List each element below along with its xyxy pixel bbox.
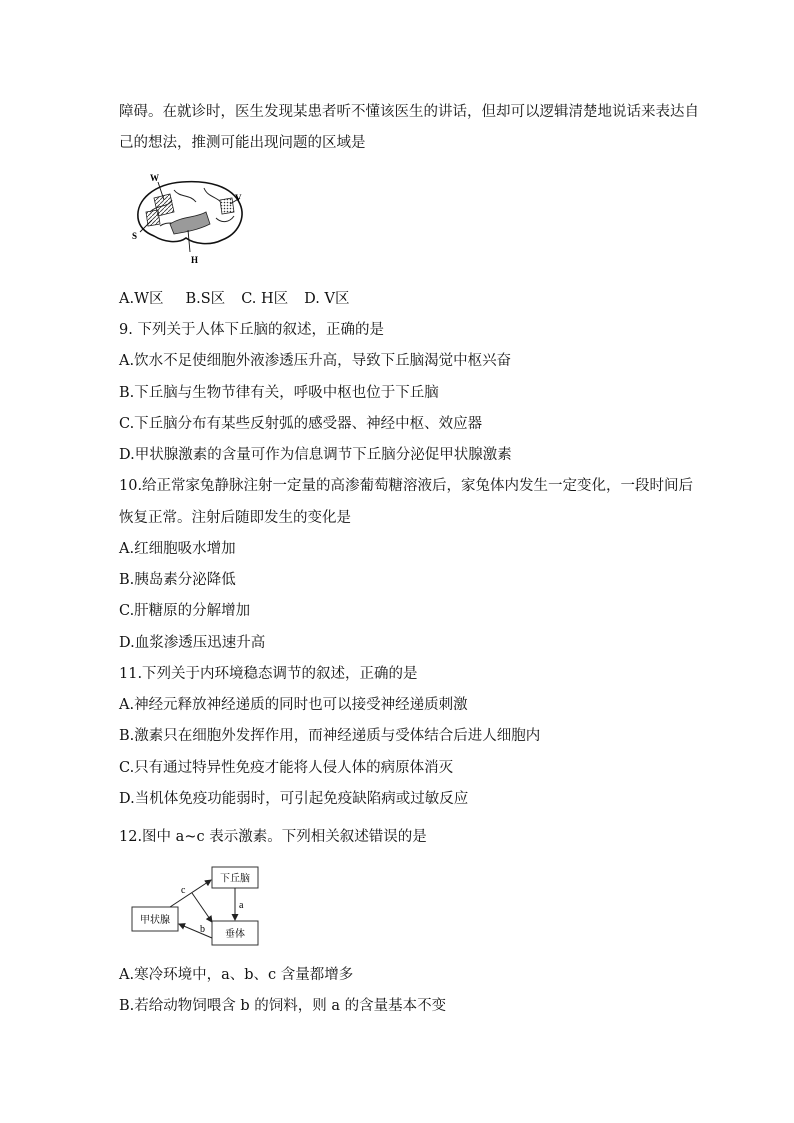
label-pituitary: 垂体 <box>225 929 245 940</box>
q12-option-a: A.寒冷环境中，a、b、c 含量都增多 <box>119 967 354 983</box>
arrow-b <box>179 924 212 938</box>
q11-option-a: A.神经元释放神经递质的同时也可以接受神经递质刺激 <box>119 697 468 713</box>
label-c: c <box>181 885 186 896</box>
label-thyroid: 甲状腺 <box>140 915 170 926</box>
q10-option-a: A.红细胞吸水增加 <box>119 541 236 557</box>
q8-stem-line1: 障碍。在就诊时，医生发现某患者听不懂该医生的讲话，但却可以逻辑清楚地说话来表达自 <box>119 104 699 120</box>
q11-option-d: D.当机体免疫功能弱时，可引起免疫缺陷病或过敏反应 <box>119 791 469 807</box>
q9-option-b: B.下丘脑与生物节律有关，呼吸中枢也位于下丘脑 <box>119 385 439 401</box>
label-s: S <box>132 231 138 241</box>
label-a: a <box>239 900 244 911</box>
q10-option-c: C.肝糖原的分解增加 <box>119 603 251 619</box>
q8-option-c: C. H区 <box>241 291 289 307</box>
q8-stem-line2: 己的想法，推测可能出现问题的区域是 <box>119 135 366 151</box>
q8-option-a: A.W区 <box>119 291 164 307</box>
q10-stem-line2: 恢复正常。注射后随即发生的变化是 <box>119 510 351 526</box>
q11-option-b: B.激素只在细胞外发挥作用，而神经递质与受体结合后进人细胞内 <box>119 728 541 744</box>
q10-option-d: D.血浆渗透压迅速升高 <box>119 635 266 651</box>
brain-region-v <box>220 198 234 214</box>
label-v: V <box>235 193 242 203</box>
label-b: b <box>200 924 205 935</box>
q12-stem: 12.图中 a~c 表示激素。下列相关叙述错误的是 <box>119 829 427 845</box>
brain-figure <box>124 168 254 268</box>
q9-option-d: D.甲状腺激素的含量可作为信息调节下丘脑分泌促甲状腺激素 <box>119 447 512 463</box>
arrow-c-pituitary <box>192 893 212 922</box>
q8-option-b: B.S区 <box>185 291 226 307</box>
q8-option-d: D. V区 <box>304 291 350 307</box>
q9-stem: 9. 下列关于人体下丘脑的叙述，正确的是 <box>119 322 384 338</box>
label-hypothalamus: 下丘脑 <box>220 873 250 885</box>
q9-option-c: C.下丘脑分布有某些反射弧的感受器、神经中枢、效应器 <box>119 416 483 432</box>
q10-stem-line1: 10.给正常家兔静脉注射一定量的高渗葡萄糖溶液后，家兔体内发生一定变化，一段时间后 <box>119 478 694 494</box>
q10-option-b: B.胰岛素分泌降低 <box>119 572 236 588</box>
q11-stem: 11.下列关于内环境稳态调节的叙述，正确的是 <box>119 666 418 682</box>
q8-options <box>119 289 349 309</box>
label-h: H <box>191 255 199 265</box>
hormone-diagram <box>128 862 268 952</box>
arrow-c <box>170 880 211 907</box>
q12-option-b: B.若给动物饲喂含 b 的饲料，则 a 的含量基本不变 <box>119 998 447 1014</box>
label-w: W <box>150 173 159 183</box>
q9-option-a: A.饮水不足使细胞外液渗透压升高，导致下丘脑渴觉中枢兴奋 <box>119 353 512 369</box>
q11-option-c: C.只有通过特异性免疫才能将人侵人体的病原体消灭 <box>119 760 454 776</box>
